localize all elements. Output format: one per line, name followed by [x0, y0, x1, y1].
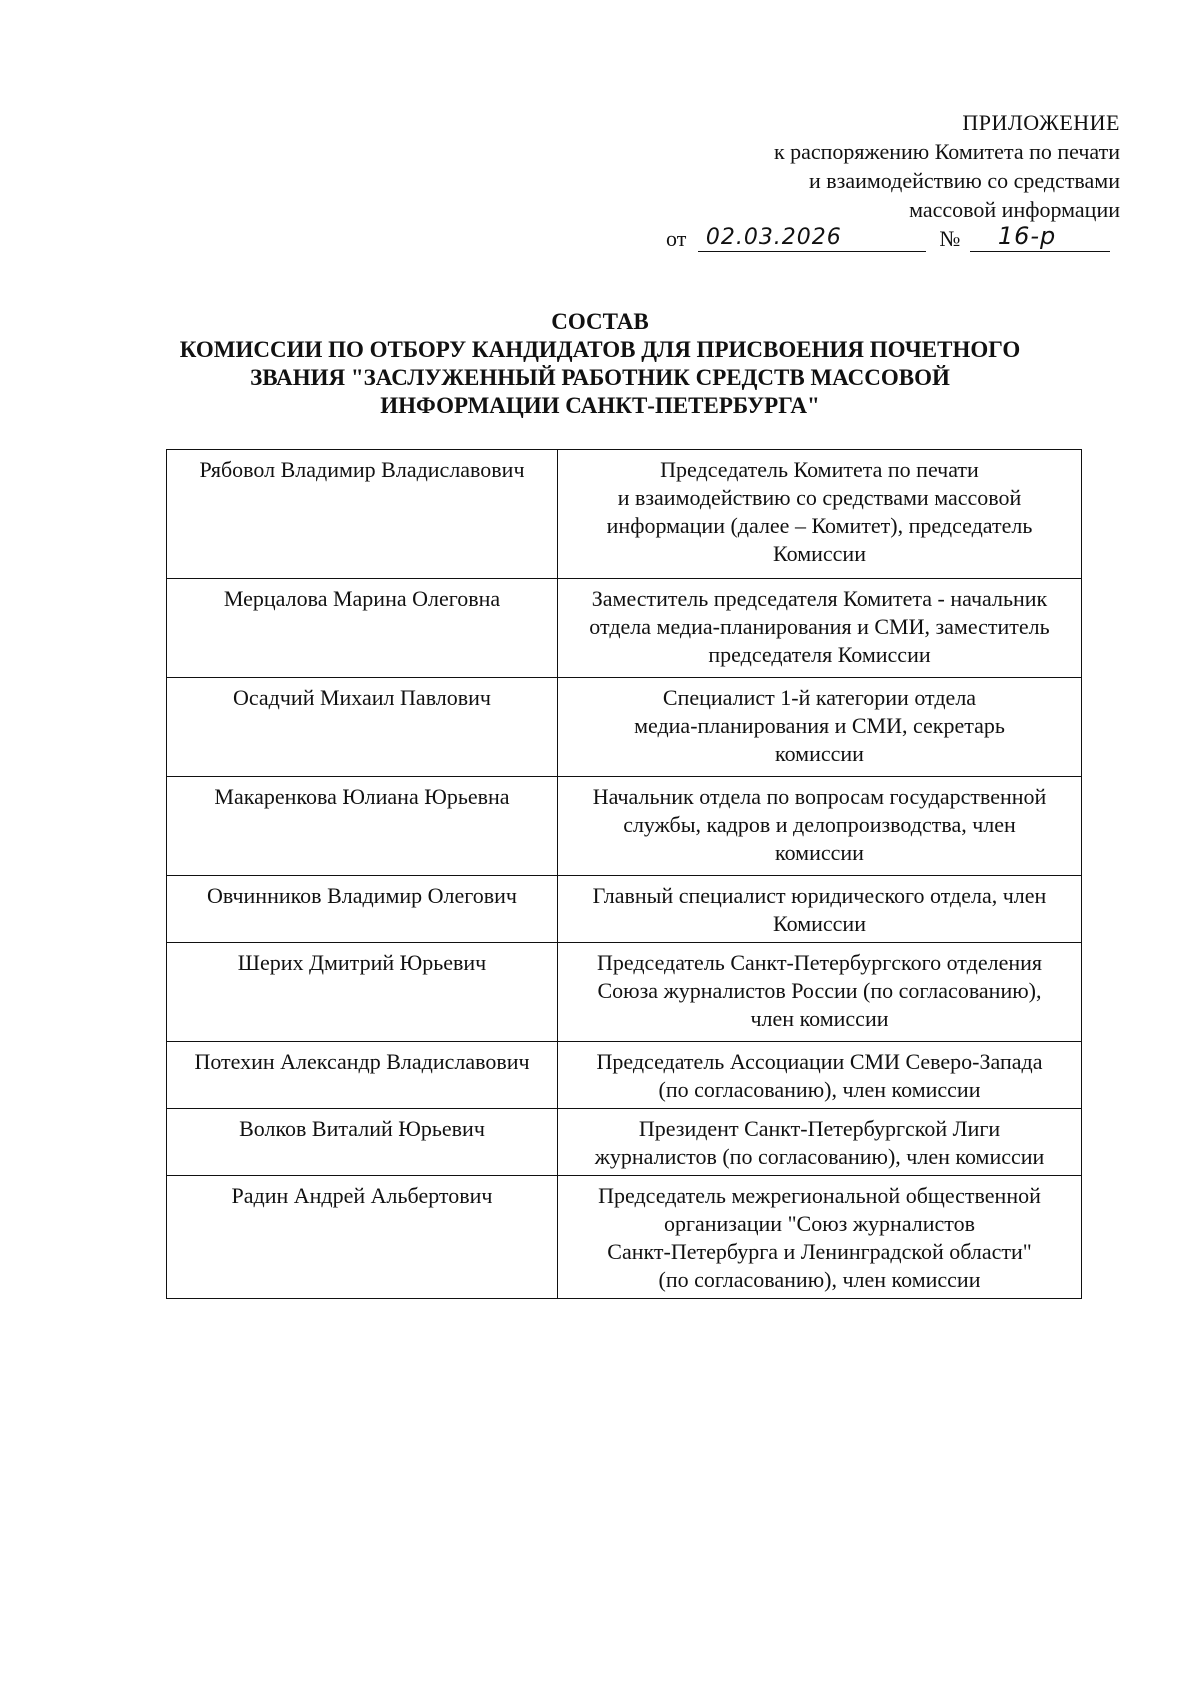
member-role — [558, 876, 1082, 943]
members-table-body — [167, 450, 1082, 1299]
member-row — [167, 579, 1082, 678]
member-role-line: организации "Союз журналистов — [663, 1211, 976, 1236]
member-role-line: журналистов (по согласованию), член комиссии — [594, 1144, 1045, 1169]
member-role-line: Председатель Комитета по печати — [660, 457, 979, 482]
member-row — [167, 678, 1082, 777]
commission-members-table — [166, 449, 1082, 1299]
member-role-line: Президент Санкт-Петербургской Лиги — [638, 1116, 1001, 1141]
member-role-line: Специалист 1-й категории отдела — [662, 685, 977, 710]
member-name: Макаренкова Юлиана Юрьевна — [167, 777, 558, 876]
heading-line: КОМИССИИ ПО ОТБОРУ КАНДИДАТОВ ДЛЯ ПРИСВОЕНИЯ ПОЧЕТНОГО — [179, 337, 1021, 362]
member-role — [558, 1109, 1082, 1176]
member-role — [558, 943, 1082, 1042]
member-role — [558, 579, 1082, 678]
member-row — [167, 943, 1082, 1042]
member-name: Овчинников Владимир Олегович — [167, 876, 558, 943]
member-role-line: Заместитель председателя Комитета - начальник — [591, 586, 1048, 611]
member-name: Осадчий Михаил Павлович — [167, 678, 558, 777]
member-role-line: комиссии — [775, 840, 864, 865]
member-role — [558, 1176, 1082, 1299]
number-underline — [970, 222, 1110, 252]
member-row — [167, 777, 1082, 876]
member-row — [167, 450, 1082, 579]
annex-line: к распоряжению Комитета по печати — [773, 139, 1120, 164]
member-role-line: комиссии — [775, 741, 864, 766]
member-role-line: Начальник отдела по вопросам государственной — [592, 784, 1047, 809]
member-role-line: службы, кадров и делопроизводства, член — [623, 812, 1016, 837]
member-role — [558, 777, 1082, 876]
member-role-line: член комиссии — [750, 1006, 889, 1031]
annex-title: ПРИЛОЖЕНИЕ — [962, 110, 1120, 135]
member-role-line: Главный специалист юридического отдела, член — [592, 883, 1047, 908]
member-role-line: (по согласованию), член комиссии — [658, 1267, 981, 1292]
member-role — [558, 1042, 1082, 1109]
member-row — [167, 1176, 1082, 1299]
member-role-line: информации (далее – Комитет), председатель — [606, 513, 1033, 538]
member-name: Мерцалова Марина Олеговна — [167, 579, 558, 678]
member-name: Волков Виталий Юрьевич — [167, 1109, 558, 1176]
member-row — [167, 1042, 1082, 1109]
member-role-line: медиа-планирования и СМИ, секретарь — [634, 713, 1005, 738]
member-row — [167, 1109, 1082, 1176]
annex-block — [774, 108, 1120, 224]
member-role-line: Председатель Санкт-Петербургского отделения — [596, 950, 1043, 975]
member-role-line: (по согласованию), член комиссии — [658, 1077, 981, 1102]
date-underline — [698, 225, 926, 252]
member-role-line: председателя Комиссии — [708, 642, 931, 667]
member-role-line: Комиссии — [773, 541, 866, 566]
heading-line: СОСТАВ — [551, 309, 649, 334]
member-role — [558, 450, 1082, 579]
document-heading — [130, 308, 1070, 420]
order-date-number-line — [666, 222, 1110, 252]
member-role-line: и взаимодействию со средствами массовой — [617, 485, 1022, 510]
member-role — [558, 678, 1082, 777]
heading-line: ЗВАНИЯ "ЗАСЛУЖЕННЫЙ РАБОТНИК СРЕДСТВ МАССОВОЙ — [250, 365, 950, 390]
member-name: Шерих Дмитрий Юрьевич — [167, 943, 558, 1042]
heading-line: ИНФОРМАЦИИ САНКТ-ПЕТЕРБУРГА" — [380, 393, 820, 418]
member-role-line: Союза журналистов России (по согласованию), — [597, 978, 1042, 1003]
member-name: Потехин Александр Владиславович — [167, 1042, 558, 1109]
member-row — [167, 876, 1082, 943]
order-date: 02.03.2026 — [705, 225, 842, 250]
annex-line: массовой информации — [909, 197, 1120, 222]
from-label: от — [666, 226, 687, 251]
member-role-line: отдела медиа-планирования и СМИ, заместитель — [589, 614, 1050, 639]
order-number: 16-р — [997, 222, 1057, 250]
member-name: Рябовол Владимир Владиславович — [167, 450, 558, 579]
member-role-line: Комиссии — [773, 911, 866, 936]
member-role-line: Санкт-Петербурга и Ленинградской области" — [607, 1239, 1032, 1264]
annex-line: и взаимодействию со средствами — [808, 168, 1120, 193]
member-name: Радин Андрей Альбертович — [167, 1176, 558, 1299]
member-role-line: Председатель Ассоциации СМИ Северо-Запада — [596, 1049, 1043, 1074]
member-role-line: Председатель межрегиональной общественной — [598, 1183, 1041, 1208]
number-label: № — [939, 226, 961, 251]
